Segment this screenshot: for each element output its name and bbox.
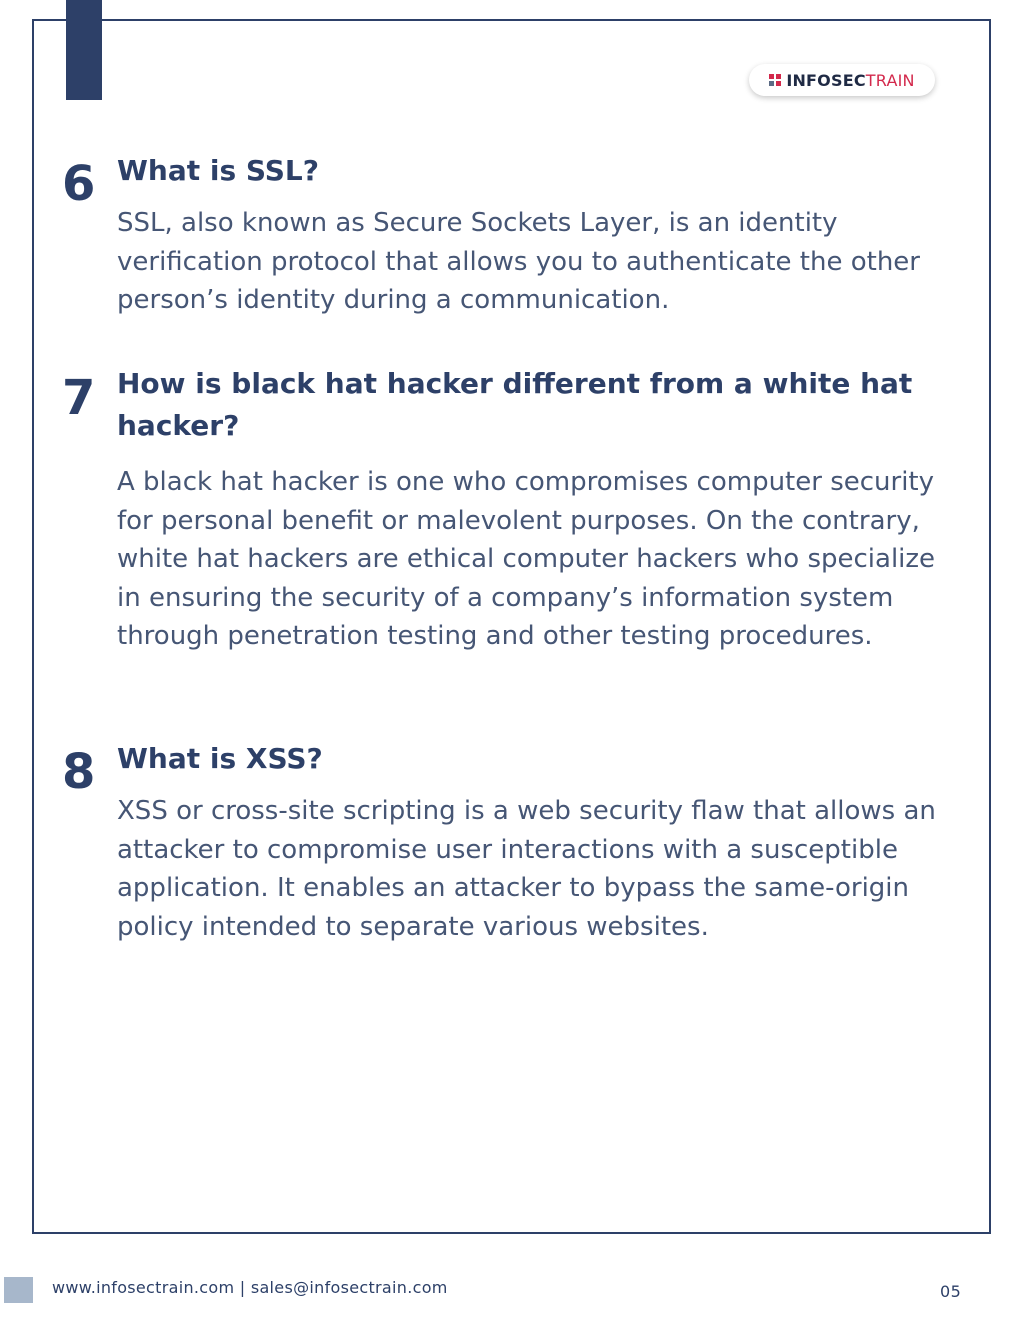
logo-text-train: TRAIN	[865, 70, 915, 90]
footer-accent-square	[4, 1277, 33, 1303]
logo-text	[786, 71, 914, 90]
header-tab-accent	[66, 0, 102, 100]
question-number: 6	[62, 156, 96, 212]
answer-text: XSS or cross-site scripting is a web security flaw that allows an attacker to compromise user interactions with a susceptible application. It enables an attacker to bypass the same-origin policy intended to separate various websites.	[117, 796, 936, 942]
question-title: What is XSS?	[117, 742, 323, 775]
page-number: 05	[940, 1282, 962, 1301]
footer-contact: www.infosectrain.com | sales@infosectrain.com	[52, 1278, 448, 1297]
infosectrain-logo	[749, 64, 935, 96]
question-title: How is black hat hacker different from a white hat hacker?	[117, 367, 913, 442]
answer-text: SSL, also known as Secure Sockets Layer, is an identity verification protocol that allows you to authenticate the other person’s identity during a communication.	[117, 208, 920, 315]
question-title: What is SSL?	[117, 154, 320, 187]
answer-text: A black hat hacker is one who compromises computer security for personal benefit or malevolent purposes. On the contrary, white hat hackers are ethical computer hackers who specialize in ensuring the security of a company’s information system through penetration testing and other testing procedures.	[117, 467, 936, 651]
question-number: 7	[62, 370, 96, 426]
logo-text-infosec: INFOSEC	[786, 70, 866, 90]
infosectrain-logo-icon	[769, 74, 782, 87]
question-number: 8	[62, 744, 96, 800]
